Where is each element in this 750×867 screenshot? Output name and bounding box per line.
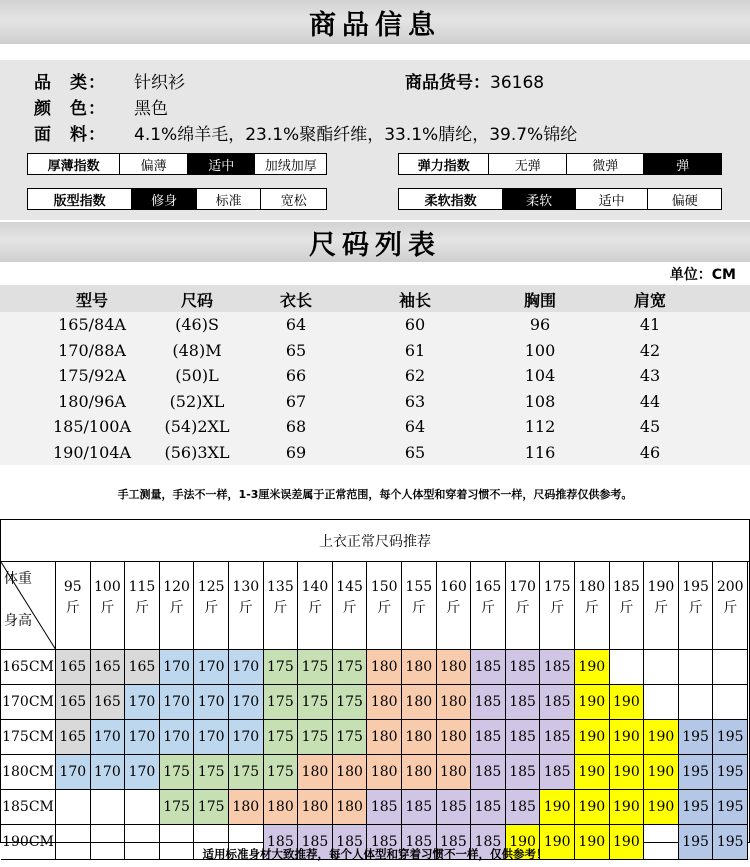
size-185-cell: 185 bbox=[506, 650, 541, 685]
weight-unit: 斤 bbox=[65, 600, 80, 616]
empty-cell bbox=[644, 685, 679, 720]
recommendation-title: 上衣正常尺码推荐 bbox=[1, 520, 749, 562]
size-185-cell: 185 bbox=[471, 755, 506, 790]
weight-unit: 斤 bbox=[204, 600, 219, 616]
size-cell-sleeve: 61 bbox=[404, 340, 426, 360]
softness-option-medium: 适中 bbox=[575, 189, 648, 209]
thickness-index-label: 厚薄指数 bbox=[47, 158, 100, 174]
weight-unit: 斤 bbox=[134, 600, 149, 616]
size-cell-model: 165/84A bbox=[58, 315, 126, 334]
measurement-note: 手工测量，手法不一样，1-3厘米误差属于正常范围，每个人体型和穿着习惯不一样，尺码推荐仅供参考。 bbox=[117, 488, 633, 501]
weight-unit: 斤 bbox=[100, 600, 115, 616]
recommendation-note: 适用标准身材大致推荐，每个人体型和穿着习惯不一样，仅供参考！ bbox=[202, 847, 548, 861]
size-header-shoulder: 肩宽 bbox=[633, 291, 666, 310]
weight-unit: 斤 bbox=[273, 600, 288, 616]
size-195-cell: 195 bbox=[713, 790, 748, 825]
weight-header bbox=[160, 562, 195, 650]
weight-value: 185 bbox=[613, 579, 640, 595]
size-190-cell: 190 bbox=[540, 825, 575, 860]
size-185-cell: 185 bbox=[540, 755, 575, 790]
size-cell-size: (56)3XL bbox=[164, 442, 230, 462]
size-header-size: 尺码 bbox=[180, 291, 213, 310]
fabric-label: 面 料： bbox=[34, 125, 106, 145]
fabric-value: 4.1%绵羊毛，23.1%聚酯纤维，33.1%腈纶，39.7%锦纶 bbox=[134, 125, 578, 145]
fit-option-slim: 修身 bbox=[131, 189, 196, 209]
size-header-length: 衣长 bbox=[279, 291, 312, 310]
height-label: 190CM bbox=[1, 825, 56, 860]
empty-cell bbox=[713, 650, 748, 685]
item-number-label: 商品货号： bbox=[405, 73, 490, 93]
size-180-cell: 180 bbox=[402, 755, 437, 790]
weight-value: 145 bbox=[336, 579, 363, 595]
weight-header bbox=[91, 562, 126, 650]
size-175-cell: 175 bbox=[333, 650, 368, 685]
weight-unit: 斤 bbox=[480, 600, 495, 616]
size-180-cell: 180 bbox=[437, 720, 472, 755]
empty-cell bbox=[713, 685, 748, 720]
weight-value: 200 bbox=[716, 579, 744, 595]
size-185-cell: 185 bbox=[506, 755, 541, 790]
weight-header bbox=[713, 562, 748, 650]
size-180-cell: 180 bbox=[402, 720, 437, 755]
size-170-cell: 170 bbox=[229, 720, 264, 755]
weight-header bbox=[367, 562, 402, 650]
size-185-cell: 185 bbox=[506, 790, 541, 825]
size-180-cell: 180 bbox=[437, 755, 472, 790]
size-185-cell: 185 bbox=[506, 685, 541, 720]
item-number-row bbox=[405, 68, 544, 93]
size-190-cell: 190 bbox=[610, 720, 645, 755]
size-cell-size: (46)S bbox=[175, 315, 219, 334]
size-190-cell: 190 bbox=[575, 825, 610, 860]
color-value: 黑色 bbox=[134, 99, 168, 119]
elasticity-option-elastic: 弹 bbox=[643, 154, 721, 174]
weight-unit: 斤 bbox=[653, 600, 668, 616]
size-185-cell: 185 bbox=[367, 825, 402, 860]
size-cell-size: (50)L bbox=[175, 366, 219, 385]
size-cell-model: 180/96A bbox=[58, 391, 126, 411]
weight-unit: 斤 bbox=[377, 600, 392, 616]
weight-unit: 斤 bbox=[515, 600, 530, 616]
size-185-cell: 185 bbox=[333, 825, 368, 860]
size-170-cell: 170 bbox=[160, 685, 195, 720]
size-190-cell: 190 bbox=[575, 790, 610, 825]
size-165-cell: 165 bbox=[56, 685, 91, 720]
empty-cell bbox=[91, 790, 126, 825]
height-label: 165CM bbox=[1, 650, 56, 685]
size-cell-shoulder: 45 bbox=[639, 417, 661, 436]
size-cell-sleeve: 62 bbox=[404, 366, 426, 385]
size-185-cell: 185 bbox=[540, 720, 575, 755]
weight-header bbox=[298, 562, 333, 650]
corner-height-label: 身高 bbox=[4, 613, 32, 629]
weight-header bbox=[506, 562, 541, 650]
size-175-cell: 175 bbox=[264, 755, 299, 790]
size-180-cell: 180 bbox=[367, 685, 402, 720]
weight-header bbox=[264, 562, 299, 650]
size-unit-label: 单位：CM bbox=[669, 267, 736, 283]
size-175-cell: 175 bbox=[333, 685, 368, 720]
size-195-cell: 195 bbox=[713, 825, 748, 860]
weight-value: 130 bbox=[232, 579, 260, 595]
size-cell-length: 65 bbox=[285, 340, 307, 360]
category-label: 品 类： bbox=[34, 73, 106, 93]
thickness-index bbox=[27, 153, 327, 175]
size-185-cell: 185 bbox=[471, 790, 506, 825]
size-list-header bbox=[0, 222, 750, 262]
size-190-cell: 190 bbox=[506, 825, 541, 860]
size-cell-shoulder: 46 bbox=[639, 442, 661, 462]
weight-unit: 斤 bbox=[723, 600, 738, 616]
size-190-cell: 190 bbox=[575, 650, 610, 685]
empty-cell bbox=[610, 650, 645, 685]
size-165-cell: 165 bbox=[125, 650, 160, 685]
weight-value: 180 bbox=[578, 579, 606, 595]
size-cell-sleeve: 63 bbox=[404, 391, 426, 411]
size-175-cell: 175 bbox=[229, 755, 264, 790]
size-170-cell: 170 bbox=[125, 720, 160, 755]
size-165-cell: 165 bbox=[91, 685, 126, 720]
thickness-option-thick: 加绒加厚 bbox=[254, 154, 326, 174]
elasticity-index bbox=[398, 153, 722, 175]
size-list-title: 尺码列表 bbox=[309, 229, 441, 261]
size-175-cell: 175 bbox=[264, 720, 299, 755]
softness-option-soft: 柔软 bbox=[502, 189, 575, 209]
size-cell-length: 68 bbox=[285, 417, 307, 436]
size-175-cell: 175 bbox=[160, 790, 195, 825]
size-195-cell: 195 bbox=[679, 790, 714, 825]
size-cell-shoulder: 43 bbox=[639, 366, 661, 385]
size-180-cell: 180 bbox=[402, 650, 437, 685]
size-header-sleeve: 袖长 bbox=[398, 291, 431, 310]
weight-unit: 斤 bbox=[584, 600, 599, 616]
weight-value: 135 bbox=[267, 579, 294, 595]
size-cell-length: 64 bbox=[285, 315, 307, 334]
size-cell-length: 69 bbox=[285, 442, 307, 462]
size-190-cell: 190 bbox=[575, 685, 610, 720]
weight-height-corner bbox=[1, 562, 56, 650]
size-190-cell: 190 bbox=[644, 755, 679, 790]
weight-header bbox=[437, 562, 472, 650]
elasticity-option-slight: 微弹 bbox=[566, 154, 644, 174]
size-175-cell: 175 bbox=[298, 720, 333, 755]
size-cell-size: (54)2XL bbox=[164, 417, 230, 436]
category-row bbox=[34, 68, 185, 93]
size-cell-chest: 104 bbox=[524, 366, 556, 385]
size-170-cell: 170 bbox=[194, 650, 229, 685]
size-cell-sleeve: 60 bbox=[404, 315, 426, 334]
weight-header bbox=[402, 562, 437, 650]
elasticity-index-label: 弹力指数 bbox=[417, 158, 470, 174]
softness-index-label: 柔软指数 bbox=[424, 193, 477, 209]
weight-value: 95 bbox=[63, 579, 82, 595]
fit-option-standard: 标准 bbox=[196, 189, 261, 209]
size-170-cell: 170 bbox=[229, 650, 264, 685]
size-195-cell: 195 bbox=[679, 720, 714, 755]
height-label: 185CM bbox=[1, 790, 56, 825]
size-185-cell: 185 bbox=[506, 720, 541, 755]
category-value: 针织衫 bbox=[134, 73, 185, 93]
size-180-cell: 180 bbox=[298, 790, 333, 825]
weight-unit: 斤 bbox=[550, 600, 565, 616]
size-header-model: 型号 bbox=[75, 291, 108, 310]
weight-value: 115 bbox=[128, 579, 156, 595]
size-170-cell: 170 bbox=[194, 685, 229, 720]
size-185-cell: 185 bbox=[471, 685, 506, 720]
size-190-cell: 190 bbox=[610, 685, 645, 720]
size-cell-chest: 108 bbox=[524, 391, 556, 411]
size-175-cell: 175 bbox=[298, 685, 333, 720]
size-180-cell: 180 bbox=[298, 755, 333, 790]
weight-unit: 斤 bbox=[238, 600, 253, 616]
size-170-cell: 170 bbox=[91, 755, 126, 790]
size-180-cell: 180 bbox=[264, 790, 299, 825]
size-cell-sleeve: 64 bbox=[404, 417, 426, 436]
weight-value: 165 bbox=[474, 579, 502, 595]
size-165-cell: 165 bbox=[56, 720, 91, 755]
size-cell-shoulder: 41 bbox=[639, 315, 661, 334]
weight-header bbox=[125, 562, 160, 650]
size-170-cell: 170 bbox=[160, 720, 195, 755]
weight-value: 160 bbox=[440, 579, 467, 595]
size-190-cell: 190 bbox=[644, 720, 679, 755]
size-185-cell: 185 bbox=[367, 790, 402, 825]
empty-cell bbox=[644, 650, 679, 685]
size-185-cell: 185 bbox=[471, 650, 506, 685]
size-cell-chest: 112 bbox=[524, 417, 556, 436]
size-175-cell: 175 bbox=[264, 650, 299, 685]
weight-header bbox=[644, 562, 679, 650]
size-recommendation-table bbox=[0, 519, 750, 850]
empty-cell bbox=[56, 790, 91, 825]
size-170-cell: 170 bbox=[194, 720, 229, 755]
size-185-cell: 185 bbox=[540, 650, 575, 685]
size-190-cell: 190 bbox=[575, 755, 610, 790]
corner-weight-label: 体重 bbox=[4, 571, 32, 587]
size-170-cell: 170 bbox=[160, 650, 195, 685]
weight-header bbox=[610, 562, 645, 650]
height-label: 180CM bbox=[1, 755, 56, 790]
size-175-cell: 175 bbox=[194, 790, 229, 825]
size-190-cell: 190 bbox=[610, 790, 645, 825]
weight-value: 150 bbox=[370, 579, 398, 595]
size-cell-model: 170/88A bbox=[58, 340, 126, 360]
weight-header bbox=[333, 562, 368, 650]
size-180-cell: 180 bbox=[437, 650, 472, 685]
weight-value: 125 bbox=[197, 579, 225, 595]
size-185-cell: 185 bbox=[402, 790, 437, 825]
size-175-cell: 175 bbox=[160, 755, 195, 790]
fit-option-loose: 宽松 bbox=[260, 189, 326, 209]
empty-cell bbox=[125, 790, 160, 825]
size-180-cell: 180 bbox=[367, 650, 402, 685]
size-190-cell: 190 bbox=[610, 755, 645, 790]
size-180-cell: 180 bbox=[402, 685, 437, 720]
weight-header bbox=[229, 562, 264, 650]
size-180-cell: 180 bbox=[229, 790, 264, 825]
size-185-cell: 185 bbox=[298, 825, 333, 860]
size-185-cell: 185 bbox=[437, 790, 472, 825]
fit-index bbox=[27, 188, 327, 210]
weight-value: 155 bbox=[405, 579, 433, 595]
size-cell-size: (52)XL bbox=[169, 391, 225, 411]
fabric-row bbox=[34, 120, 577, 145]
size-195-cell: 195 bbox=[679, 825, 714, 860]
empty-cell bbox=[679, 650, 714, 685]
size-180-cell: 180 bbox=[367, 720, 402, 755]
size-185-cell: 185 bbox=[437, 825, 472, 860]
size-165-cell: 165 bbox=[91, 650, 126, 685]
weight-header bbox=[540, 562, 575, 650]
weight-header bbox=[194, 562, 229, 650]
empty-cell bbox=[679, 685, 714, 720]
size-cell-chest: 116 bbox=[524, 442, 556, 462]
size-header-chest: 胸围 bbox=[523, 291, 556, 310]
weight-unit: 斤 bbox=[342, 600, 357, 616]
size-175-cell: 175 bbox=[333, 720, 368, 755]
size-cell-chest: 96 bbox=[529, 315, 551, 334]
size-180-cell: 180 bbox=[333, 790, 368, 825]
softness-index bbox=[398, 188, 722, 210]
weight-unit: 斤 bbox=[688, 600, 703, 616]
size-170-cell: 170 bbox=[91, 720, 126, 755]
size-cell-size: (48)M bbox=[172, 340, 222, 360]
size-190-cell: 190 bbox=[575, 720, 610, 755]
size-170-cell: 170 bbox=[125, 755, 160, 790]
size-180-cell: 180 bbox=[333, 755, 368, 790]
size-170-cell: 170 bbox=[125, 685, 160, 720]
size-cell-model: 185/100A bbox=[52, 417, 132, 436]
size-165-cell: 165 bbox=[56, 650, 91, 685]
size-cell-length: 67 bbox=[285, 391, 307, 411]
height-label: 170CM bbox=[1, 685, 56, 720]
size-cell-shoulder: 42 bbox=[639, 340, 661, 360]
weight-unit: 斤 bbox=[411, 600, 426, 616]
weight-header bbox=[471, 562, 506, 650]
size-cell-model: 175/92A bbox=[58, 366, 126, 385]
size-185-cell: 185 bbox=[264, 825, 299, 860]
product-info-title: 商品信息 bbox=[309, 9, 441, 41]
fit-index-label: 版型指数 bbox=[53, 193, 106, 209]
size-cell-shoulder: 44 bbox=[639, 391, 661, 411]
size-180-cell: 180 bbox=[437, 685, 472, 720]
weight-unit: 斤 bbox=[307, 600, 322, 616]
size-cell-model: 190/104A bbox=[52, 442, 132, 462]
item-number-value: 36168 bbox=[490, 73, 545, 93]
weight-header bbox=[679, 562, 714, 650]
size-185-cell: 185 bbox=[471, 720, 506, 755]
size-190-cell: 190 bbox=[540, 790, 575, 825]
weight-unit: 斤 bbox=[619, 600, 634, 616]
size-185-cell: 185 bbox=[402, 825, 437, 860]
size-cell-length: 66 bbox=[285, 366, 307, 385]
size-185-cell: 185 bbox=[540, 685, 575, 720]
size-170-cell: 170 bbox=[229, 685, 264, 720]
size-170-cell: 170 bbox=[56, 755, 91, 790]
size-175-cell: 175 bbox=[264, 685, 299, 720]
elasticity-option-none: 无弹 bbox=[488, 154, 566, 174]
height-label: 175CM bbox=[1, 720, 56, 755]
size-195-cell: 195 bbox=[679, 755, 714, 790]
weight-value: 175 bbox=[543, 579, 571, 595]
weight-value: 140 bbox=[301, 579, 329, 595]
size-190-cell: 190 bbox=[610, 825, 645, 860]
weight-unit: 斤 bbox=[446, 600, 461, 616]
weight-value: 100 bbox=[94, 579, 121, 595]
weight-unit: 斤 bbox=[169, 600, 184, 616]
product-info-header bbox=[0, 0, 750, 44]
weight-value: 120 bbox=[163, 579, 190, 595]
size-185-cell: 185 bbox=[471, 825, 506, 860]
size-175-cell: 175 bbox=[298, 650, 333, 685]
softness-option-hard: 偏硬 bbox=[647, 189, 721, 209]
size-cell-chest: 100 bbox=[524, 340, 556, 360]
thickness-option-thin: 偏薄 bbox=[119, 154, 187, 174]
weight-header bbox=[575, 562, 610, 650]
weight-header bbox=[56, 562, 91, 650]
weight-value: 170 bbox=[509, 579, 536, 595]
color-label: 颜 色： bbox=[34, 99, 106, 119]
size-190-cell: 190 bbox=[644, 790, 679, 825]
size-175-cell: 175 bbox=[194, 755, 229, 790]
size-195-cell: 195 bbox=[713, 755, 748, 790]
size-180-cell: 180 bbox=[367, 755, 402, 790]
size-cell-sleeve: 65 bbox=[404, 442, 426, 462]
weight-value: 195 bbox=[682, 579, 709, 595]
size-195-cell: 195 bbox=[713, 720, 748, 755]
weight-value: 190 bbox=[647, 579, 675, 595]
thickness-option-medium: 适中 bbox=[187, 154, 255, 174]
color-row bbox=[34, 94, 168, 119]
